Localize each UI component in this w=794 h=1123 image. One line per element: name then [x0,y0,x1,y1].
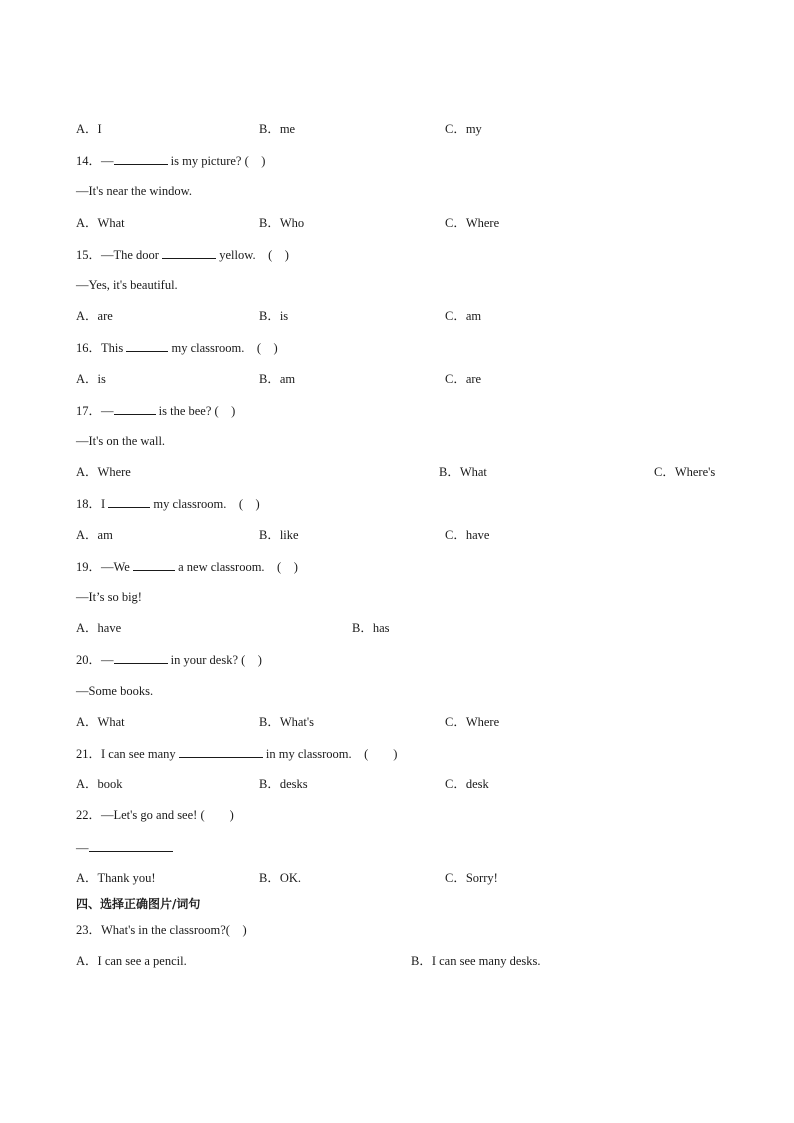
section-4-heading: 四、选择正确图片/词句 [76,897,201,911]
q22-option-b[interactable]: B．OK. [259,871,302,885]
q15-prefix: 15．—The door [76,248,163,262]
q18-option-a[interactable]: A．am [76,528,113,542]
q20-answer: —Some books. [76,684,154,698]
q13-option-c[interactable]: C．my [445,122,482,136]
q21-blank[interactable] [179,745,263,758]
q17-option-b[interactable]: B．What [439,465,487,479]
q14-prefix: 14．— [76,154,114,168]
q21-option-b[interactable]: B．desks [259,777,308,791]
q22-answer [76,839,173,856]
q21-option-a[interactable]: A．book [76,777,123,791]
q17-answer: —It's on the wall. [76,434,166,448]
q16-blank[interactable] [126,339,168,352]
q20-blank[interactable] [114,651,168,664]
q20-option-b[interactable]: B．What's [259,715,315,729]
q20-suffix: in your desk? ( ) [167,653,262,667]
q20-option-a[interactable]: A．What [76,715,125,729]
q19-prefix: 19．—We [76,560,133,574]
q22-answer-prefix: — [76,841,89,855]
q17-suffix: is the bee? ( ) [155,404,236,418]
q19-option-a[interactable]: A．have [76,621,122,635]
q22-blank[interactable] [89,839,173,852]
q23-question: 23．What's in the classroom?( ) [76,923,247,937]
q15-answer: —Yes, it's beautiful. [76,278,178,292]
q16-suffix: my classroom. ( ) [168,341,278,355]
q14-blank[interactable] [114,152,168,165]
q17-question [76,402,235,419]
q15-suffix: yellow. ( ) [216,248,289,262]
q18-option-c[interactable]: C．have [445,528,490,542]
q16-option-c[interactable]: C．are [445,372,482,386]
q17-blank[interactable] [114,402,156,415]
q22-option-c[interactable]: C．Sorry! [445,871,498,885]
q16-option-b[interactable]: B．am [259,372,296,386]
q16-prefix: 16．This [76,341,127,355]
q18-option-b[interactable]: B．like [259,528,299,542]
q18-suffix: my classroom. ( ) [150,497,260,511]
q23-option-a[interactable]: A．I can see a pencil. [76,954,187,968]
q20-prefix: 20．— [76,653,114,667]
q15-option-a[interactable]: A．are [76,309,113,323]
q20-question [76,651,262,668]
q19-question [76,558,298,575]
q17-option-c[interactable]: C．Where's [654,465,716,479]
q13-option-a[interactable]: A．I [76,122,102,136]
q15-blank[interactable] [162,246,216,259]
q14-option-c[interactable]: C．Where [445,216,500,230]
q23-option-b[interactable]: B．I can see many desks. [411,954,541,968]
q21-suffix: in my classroom. ( ) [262,747,398,761]
q20-option-c[interactable]: C．Where [445,715,500,729]
q14-option-a[interactable]: A．What [76,216,125,230]
q17-option-a[interactable]: A．Where [76,465,131,479]
q18-prefix: 18．I [76,497,109,511]
q14-suffix: is my picture? ( ) [167,154,266,168]
q14-answer: —It's near the window. [76,184,192,198]
q16-option-a[interactable]: A．is [76,372,106,386]
q15-option-c[interactable]: C．am [445,309,482,323]
q18-question [76,495,260,512]
q15-option-b[interactable]: B．is [259,309,289,323]
q17-prefix: 17．— [76,404,114,418]
q15-question [76,246,289,263]
q13-option-b[interactable]: B．me [259,122,296,136]
q22-question: 22．—Let's go and see! ( ) [76,808,234,822]
q14-option-b[interactable]: B．Who [259,216,305,230]
q22-option-a[interactable]: A．Thank you! [76,871,156,885]
q16-question [76,339,278,356]
q21-option-c[interactable]: C．desk [445,777,489,791]
q18-blank[interactable] [108,495,150,508]
q19-answer: —It’s so big! [76,590,142,604]
q21-question [76,745,397,762]
q14-question [76,152,265,169]
q19-blank[interactable] [133,558,175,571]
q19-suffix: a new classroom. ( ) [174,560,298,574]
q21-prefix: 21．I can see many [76,747,179,761]
q19-option-b[interactable]: B．has [352,621,390,635]
